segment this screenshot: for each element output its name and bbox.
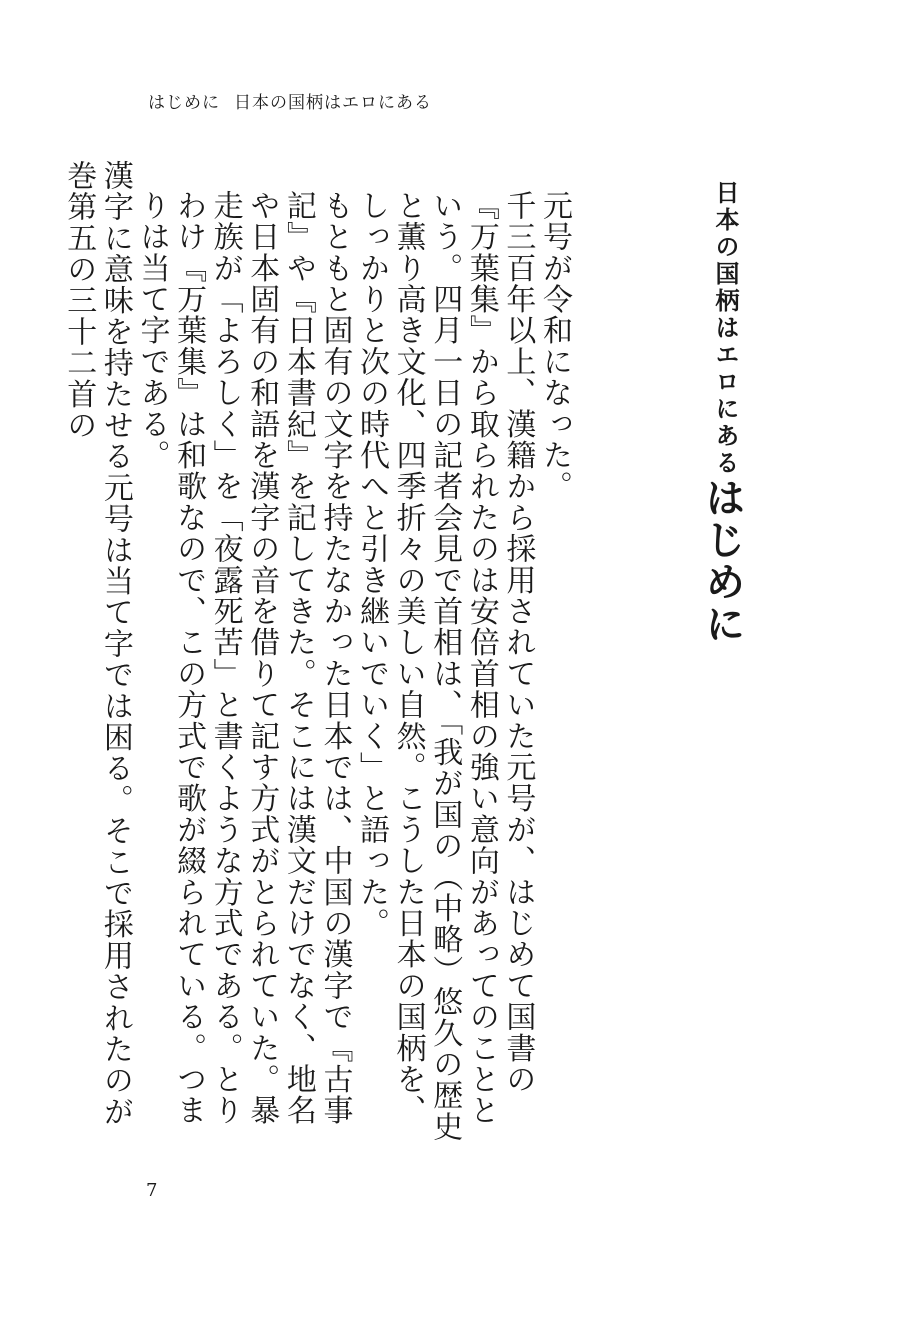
paragraph: もともと固有の文字を持たなかった日本では、中国の漢字で『古事記』や『日本書紀』を記してきた。そこには漢文だけでなく、地名や日本固有の和語を漢字の音を借りて記す方式がとられていた。暴走族が「よろしく」を「夜露死苦」と書くような方式である。とりわけ『万葉集』は和歌なので、この方式で歌が綴られている。つまりは当て字である。 bbox=[134, 190, 353, 1127]
chapter-title-sub: 日本の国柄はエロにある bbox=[711, 180, 740, 477]
body-text bbox=[61, 160, 572, 1150]
chapter-title-main: はじめに bbox=[699, 477, 746, 645]
chapter-title-block bbox=[699, 180, 746, 645]
page-number: 7 bbox=[146, 1180, 158, 1201]
header-chapter-title: 日本の国柄はエロにある bbox=[234, 93, 432, 113]
paragraph: 漢字に意味を持たせる元号は当て字では困る。そこで採用されたのが巻第五の三十二首の bbox=[61, 160, 133, 1128]
paragraph: 元号が令和になった。 bbox=[537, 190, 572, 502]
header-section: はじめに bbox=[148, 93, 220, 113]
paragraph: 千三百年以上、漢籍から採用されていた元号が、はじめて国書の『万葉集』から取られたのは安倍首相の強い意向があってのことという。四月一日の記者会見で首相は、「我が国の（中略）悠久の歴史と薫り高き文化、四季折々の美しい自然。こうした日本の国柄を、しっかりと次の時代へと引き継いでいく」と語った。 bbox=[354, 190, 536, 1143]
running-header bbox=[148, 88, 432, 113]
